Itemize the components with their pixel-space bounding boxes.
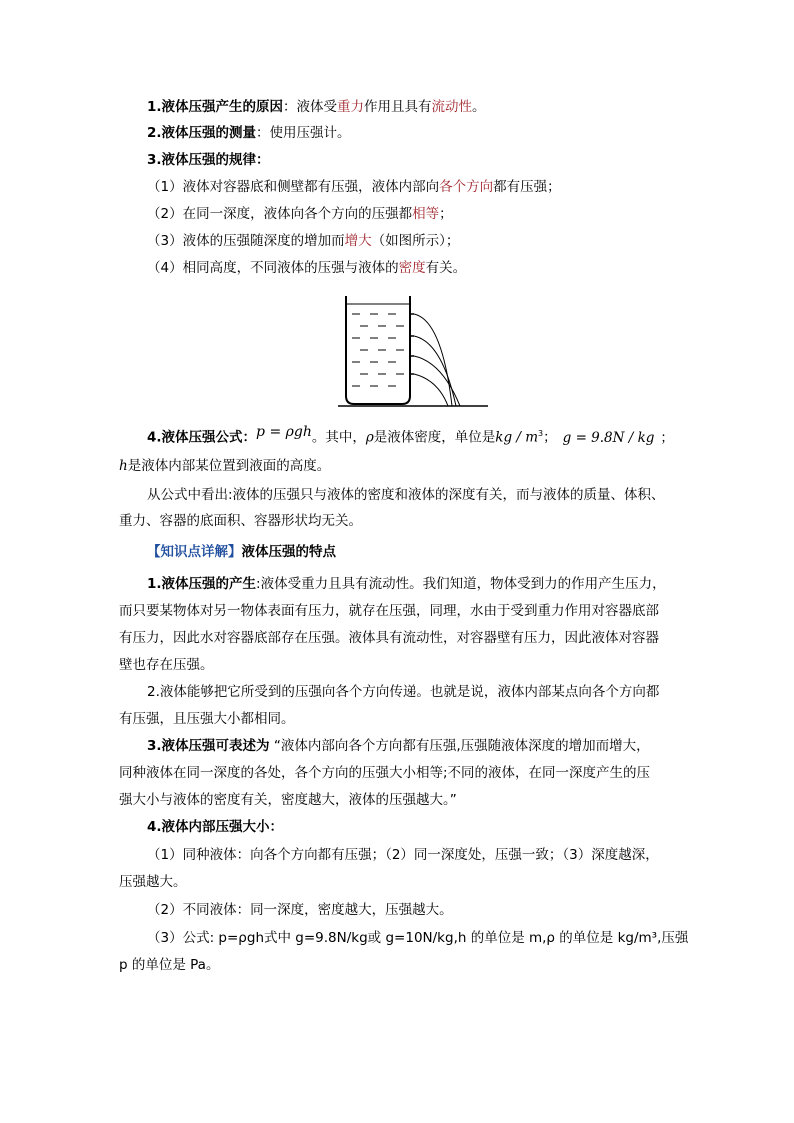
detail-4-row-1-line-2: 压强越大。 (119, 874, 187, 890)
detail-4-heading: 4.液体内部压强大小： (147, 819, 284, 835)
fluidity-keyword: 流动性 (431, 99, 473, 115)
formula-note-1: 从公式中看出:液体的压强只与液体的密度和液体的深度有关，而与液体的质量、体积、 (147, 487, 665, 503)
detail-1-line-1: 1.液体压强的产生:液体受重力且具有流动性。我们知道，物体受到力的作用产生压力， (147, 576, 666, 592)
pressure-formula: p = ρgh (256, 423, 312, 440)
rule-2: （2）在同一深度，液体向各个方向的压强都相等； (147, 206, 453, 222)
rule-4: （4）相同高度，不同液体的压强与液体的密度有关。 (147, 260, 467, 276)
detail-1-line-4: 壁也存在压强。 (119, 657, 214, 673)
formula-line: 4.液体压强公式：p = ρgh。其中，ρ是液体密度，单位是kg / $m^3$； g = 9.8N / kg ； (147, 423, 674, 446)
rule-1: （1）液体对容器底和侧壁都有压强，液体内部向各个方向都有压强； (147, 179, 561, 195)
knowledge-bracket: 【知识点详解】 (147, 544, 242, 560)
formula-note-2: 重力、容器的底面积、容器形状均无关。 (119, 513, 362, 529)
water-jets (414, 314, 460, 406)
liquid-container-figure (338, 290, 488, 412)
density-unit: kg / m (495, 429, 539, 446)
detail-4-row-3-line-1: （3）公式: p=ρgh式中 g=9.8N/kg或 g=10N/kg,h 的单位是 m,ρ 的单位是 kg/m³,压强 (147, 930, 689, 946)
liquid-dashes (352, 314, 404, 386)
height-definition: h是液体内部某位置到液面的高度。 (119, 458, 331, 474)
measurement-line: 2.液体压强的测量：使用压强计。 (147, 125, 351, 141)
detail-4-row-1-line-1: （1）同种液体：向各个方向都有压强；（2）同一深度处，压强一致；（3）深度越深， (147, 847, 659, 863)
detail-1-line-3: 有压力，因此水对容器底部存在压强。液体具有流动性，对容器壁有压力，因此液体对容器 (119, 630, 659, 646)
cause-heading: 1.液体压强产生的原因 (147, 99, 284, 115)
detail-3-line-1: 3.液体压强可表述为 “液体内部向各个方向都有压强,压强随液体深度的增加而增大， (147, 738, 650, 754)
detail-title: 【知识点详解】液体压强的特点 (147, 544, 336, 560)
rules-heading: 3.液体压强的规律： (147, 152, 270, 168)
detail-4-row-3-line-2: p 的单位是 Pa。 (119, 957, 220, 973)
rule-3: （3）液体的压强随深度的增加而增大（如图所示）； (147, 233, 460, 249)
detail-3-line-2: 同种液体在同一深度的各处，各个方向的压强大小相等;不同的液体，在同一深度产生的压 (119, 765, 651, 781)
gravity-constant: g = 9.8N / kg (562, 429, 655, 446)
formula-heading: 4.液体压强公式： (147, 429, 257, 446)
detail-1-line-2: 而只要某物体对另一物体表面有压力，就存在压强，同理，水由于受到重力作用对容器底部 (119, 603, 659, 619)
cause-line: 1.液体压强产生的原因：液体受重力作用且具有流动性。 (147, 99, 486, 115)
measurement-heading: 2.液体压强的测量 (147, 125, 257, 141)
gravity-keyword: 重力 (337, 99, 365, 115)
detail-4-row-2: （2）不同液体：同一深度，密度越大，压强越大。 (147, 902, 453, 918)
detail-3-line-3: 强大小与液体的密度有关，密度越大，液体的压强越大。” (119, 792, 457, 808)
detail-2-line-2: 有压强，且压强大小都相同。 (119, 711, 295, 727)
detail-2-line-1: 2.液体能够把它所受到的压强向各个方向传递。也就是说，液体内部某点向各个方向都 (147, 684, 660, 700)
